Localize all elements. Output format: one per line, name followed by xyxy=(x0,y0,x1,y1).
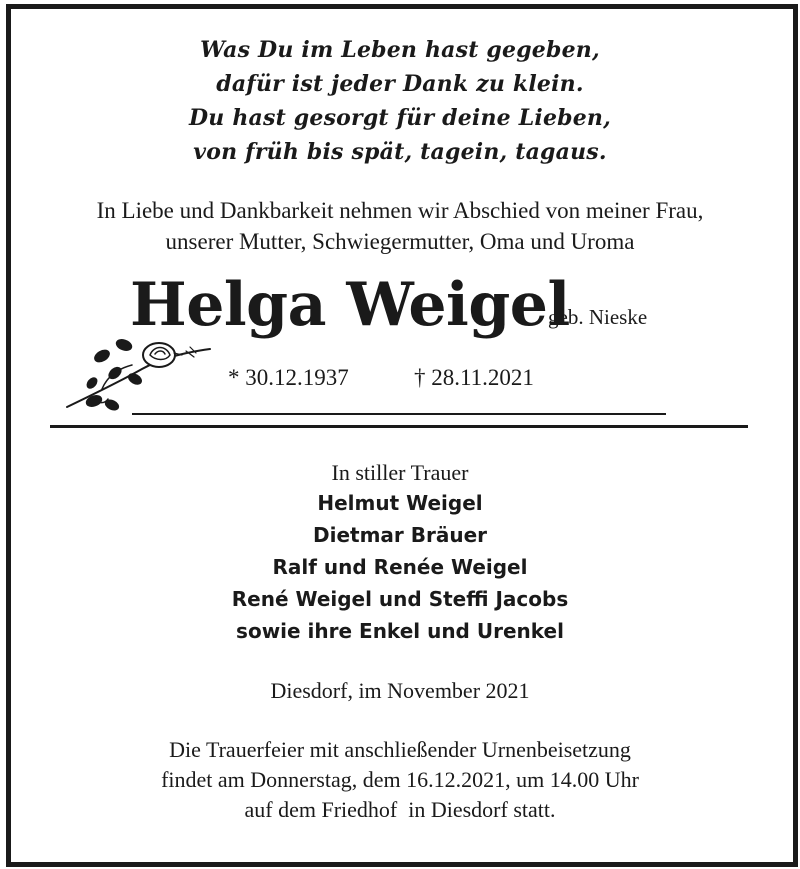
divider-long xyxy=(50,425,748,428)
mourning-heading: In stiller Trauer xyxy=(331,460,469,485)
deceased-name: Helga Weigel xyxy=(130,270,570,340)
mourner-name: Ralf und Renée Weigel xyxy=(272,555,528,579)
divider-short xyxy=(132,413,666,415)
mourners-list xyxy=(0,487,800,647)
service-line: auf dem Friedhof in Diesdorf statt. xyxy=(244,797,556,822)
mourner-name: Helmut Weigel xyxy=(317,491,483,515)
poem-line: von früh bis spät, tagein, tagaus. xyxy=(193,139,607,165)
rose-icon xyxy=(62,325,212,415)
service-info xyxy=(0,735,800,825)
maiden-name: geb. Nieske xyxy=(548,305,648,329)
intro-text xyxy=(0,195,800,257)
place-date: Diesdorf, im November 2021 xyxy=(270,678,530,703)
birth-date: * 30.12.1937 xyxy=(228,365,349,390)
death-date: † 28.11.2021 xyxy=(414,365,534,390)
mourner-name: Dietmar Bräuer xyxy=(312,523,487,547)
poem xyxy=(0,33,800,169)
poem-line: Du hast gesorgt für deine Lieben, xyxy=(189,105,611,131)
mourner-name: sowie ihre Enkel und Urenkel xyxy=(236,619,564,643)
poem-line: dafür ist jeder Dank zu klein. xyxy=(216,71,584,97)
service-line: Die Trauerfeier mit anschließender Urnenbeisetzung xyxy=(169,737,631,762)
intro-line: In Liebe und Dankbarkeit nehmen wir Abschied von meiner Frau, xyxy=(96,198,704,223)
service-line: findet am Donnerstag, dem 16.12.2021, um 14.00 Uhr xyxy=(161,767,639,792)
intro-line: unserer Mutter, Schwiegermutter, Oma und Uroma xyxy=(165,229,635,254)
poem-line: Was Du im Leben hast gegeben, xyxy=(200,37,600,63)
mourner-name: René Weigel und Steffi Jacobs xyxy=(231,587,569,611)
